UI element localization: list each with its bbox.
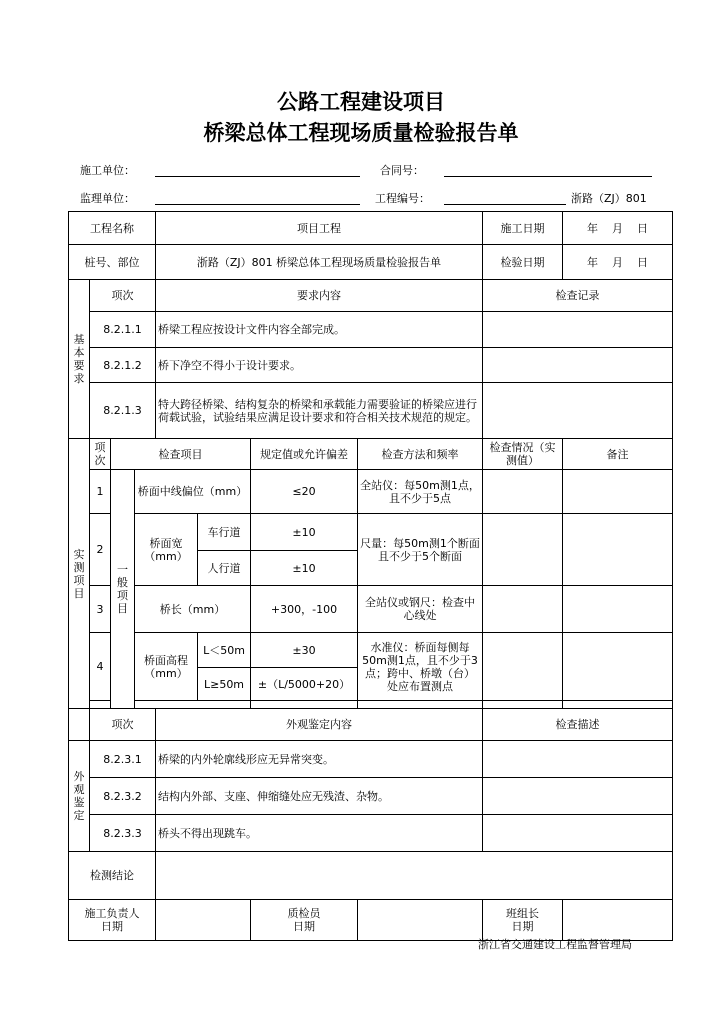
basic-code-3: 8.2.1.3	[90, 383, 156, 439]
measured-row4-result[interactable]	[483, 633, 563, 701]
measured-row3-no: 3	[90, 586, 111, 633]
team-leader-sign[interactable]	[563, 900, 673, 941]
appearance-col-desc: 检查描述	[483, 709, 673, 741]
title-line1: 公路工程建设项目	[277, 90, 445, 114]
measured-spacer-tol	[251, 701, 358, 709]
conclusion-label: 检测结论	[69, 852, 156, 900]
measured-spacer-method	[358, 701, 483, 709]
title-line2: 桥梁总体工程现场质量检验报告单	[203, 121, 519, 145]
conclusion-value[interactable]	[156, 852, 673, 900]
measured-col-note: 备注	[563, 439, 673, 470]
pile-label: 桩号、部位	[69, 245, 156, 280]
basic-section-label: 基本要求	[69, 280, 90, 439]
project-no-field[interactable]	[444, 204, 566, 205]
measured-spacer-note	[563, 701, 673, 709]
appearance-code-2: 8.2.3.2	[90, 778, 156, 815]
appearance-desc-2[interactable]	[483, 778, 673, 815]
measured-spacer	[90, 701, 111, 709]
basic-code-1: 8.2.1.1	[90, 312, 156, 348]
measured-section-label: 实测项目	[69, 439, 90, 709]
measured-row2-sub1: 车行道	[198, 514, 251, 551]
measured-spacer-result	[483, 701, 563, 709]
team-leader-sign-label: 班组长 日期	[483, 900, 563, 941]
basic-text-1: 桥梁工程应按设计文件内容全部完成。	[156, 312, 483, 348]
measured-row2-no: 2	[90, 514, 111, 586]
measured-row2-tol2: ±10	[251, 551, 358, 586]
appearance-code-3: 8.2.3.3	[90, 815, 156, 852]
measured-row1-method: 全站仪：每50m测1点，且不少于5点	[358, 470, 483, 514]
qc-inspector-sign[interactable]	[358, 900, 483, 941]
basic-col-record: 检查记录	[483, 280, 673, 312]
pile-value[interactable]: 浙路（ZJ）801 桥梁总体工程现场质量检验报告单	[156, 245, 483, 280]
measured-row2-sub2: 人行道	[198, 551, 251, 586]
appearance-section-label: 外观鉴定	[69, 741, 90, 852]
qc-inspector-sign-label: 质检员 日期	[251, 900, 358, 941]
appearance-header-blank	[69, 709, 90, 741]
measured-row3-tol: +300，-100	[251, 586, 358, 633]
construction-lead-sign[interactable]	[156, 900, 251, 941]
measured-row4-tol2: ±（L/5000+20）	[251, 668, 358, 701]
measured-col-method: 检查方法和频率	[358, 439, 483, 470]
measured-row4-method: 水准仪：桥面每侧每50m测1点，且不少于3点；跨中、桥墩（台）处应布置测点	[358, 633, 483, 701]
measured-row3-name: 桥长（mm）	[135, 586, 251, 633]
form-code: 浙路（ZJ）801	[571, 192, 647, 205]
basic-record-2[interactable]	[483, 348, 673, 383]
inspection-table	[68, 211, 673, 941]
basic-text-2: 桥下净空不得小于设计要求。	[156, 348, 483, 383]
construction-date-label: 施工日期	[483, 212, 563, 245]
contract-no-field[interactable]	[444, 176, 652, 177]
measured-col-check: 检查项目	[111, 439, 251, 470]
measured-row4-no: 4	[90, 633, 111, 701]
footer-issuer: 浙江省交通建设工程监督管理局	[478, 938, 632, 951]
measured-row1-note[interactable]	[563, 470, 673, 514]
measured-row3-note[interactable]	[563, 586, 673, 633]
measured-row2-tol1: ±10	[251, 514, 358, 551]
measured-col-item: 项次	[90, 439, 111, 470]
construction-unit-field[interactable]	[155, 176, 360, 177]
measured-spacer-name	[135, 701, 251, 709]
measured-row2-method: 尺量：每50m测1个断面且不少于5个断面	[358, 514, 483, 586]
measured-row4-tol1: ±30	[251, 633, 358, 668]
inspection-date-label: 检验日期	[483, 245, 563, 280]
appearance-desc-1[interactable]	[483, 741, 673, 778]
measured-row1-no: 1	[90, 470, 111, 514]
construction-date-value[interactable]: 年 月 日	[563, 212, 673, 245]
general-items-label: 一般项目	[111, 470, 135, 709]
inspection-date-value[interactable]: 年 月 日	[563, 245, 673, 280]
appearance-text-3: 桥头不得出现跳车。	[156, 815, 483, 852]
appearance-col-item: 项次	[90, 709, 156, 741]
measured-row4-note[interactable]	[563, 633, 673, 701]
measured-row1-result[interactable]	[483, 470, 563, 514]
project-no-label: 工程编号：	[375, 192, 430, 205]
measured-row2-note[interactable]	[563, 514, 673, 586]
supervision-unit-label: 监理单位：	[80, 192, 135, 205]
construction-lead-sign-label: 施工负责人 日期	[69, 900, 156, 941]
basic-code-2: 8.2.1.2	[90, 348, 156, 383]
measured-row3-method: 全站仪或钢尺：检查中心线处	[358, 586, 483, 633]
measured-row4-sub1: L＜50m	[198, 633, 251, 668]
measured-col-result: 检查情况（实测值）	[483, 439, 563, 470]
measured-row1-tol: ≤20	[251, 470, 358, 514]
project-name-value[interactable]: 项目工程	[156, 212, 483, 245]
measured-row2-result[interactable]	[483, 514, 563, 586]
basic-record-3[interactable]	[483, 383, 673, 439]
appearance-col-content: 外观鉴定内容	[156, 709, 483, 741]
measured-row4-name: 桥面高程（mm）	[135, 633, 198, 701]
measured-row3-result[interactable]	[483, 586, 563, 633]
basic-record-1[interactable]	[483, 312, 673, 348]
measured-row1-name: 桥面中线偏位（mm）	[135, 470, 251, 514]
measured-row2-name: 桥面宽（mm）	[135, 514, 198, 586]
basic-text-3: 特大跨径桥梁、结构复杂的桥梁和承载能力需要验证的桥梁应进行荷载试验，试验结果应满足设计要求和符合相关技术规范的规定。	[156, 383, 483, 439]
construction-unit-label: 施工单位：	[80, 164, 135, 177]
measured-col-tolerance: 规定值或允许偏差	[251, 439, 358, 470]
supervision-unit-field[interactable]	[155, 204, 360, 205]
appearance-text-1: 桥梁的内外轮廓线形应无异常突变。	[156, 741, 483, 778]
contract-no-label: 合同号：	[380, 164, 424, 177]
appearance-text-2: 结构内外部、支座、伸缩缝处应无残渣、杂物。	[156, 778, 483, 815]
basic-col-item: 项次	[90, 280, 156, 312]
basic-col-requirement: 要求内容	[156, 280, 483, 312]
measured-row4-sub2: L≥50m	[198, 668, 251, 701]
appearance-desc-3[interactable]	[483, 815, 673, 852]
project-name-label: 工程名称	[69, 212, 156, 245]
appearance-code-1: 8.2.3.1	[90, 741, 156, 778]
